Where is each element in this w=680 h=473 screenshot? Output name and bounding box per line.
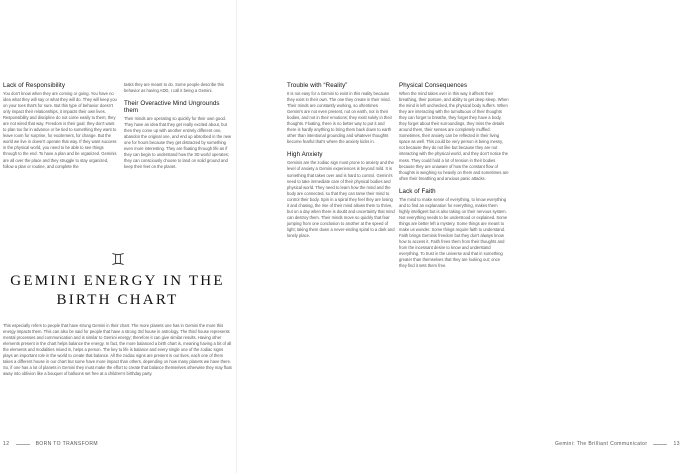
footer-divider (653, 444, 667, 445)
left-column-2 (124, 82, 232, 177)
section-trouble-with-reality (287, 82, 395, 145)
page-number: 12 (3, 441, 10, 447)
continued-paragraph: tasks they are meant to do. Some people describe this behavior as having ADD, I call it being a Gemini. (124, 82, 224, 94)
right-column-2 (399, 82, 509, 275)
section-body: You don't know when they are coming or going. You have no idea what they will say or what they will do. They will keep you on your toes that's for sure. But this type of behavior doesn't only impact their relationships, it impacts their own lives. Responsibility and discipline do not come easily to them; they are not wired that way. Freedom is their goal; they don't want to plan too far in advance or be tied to something they want to leave room for surprise, for excitement, for change. But the world we live in doesn't operate that way. If they want success in the physical world, you need to be able to see things through to the end. To have a plan and be organized. Geminis are all over the place and they struggle to stay organized, follow a plan or routine, and complete the (3, 91, 117, 169)
chapter-heading-block (3, 251, 232, 310)
section-heading: Lack of Responsibility (3, 82, 66, 89)
chapter-title: GEMINI ENERGY IN THE BIRTH CHART (10, 273, 225, 308)
footer-divider (16, 444, 30, 445)
section-high-anxiety (287, 151, 395, 239)
gemini-glyph-icon (3, 251, 232, 267)
section-overactive-mind (124, 100, 232, 170)
section-heading: Physical Consequences (399, 82, 468, 89)
page-number: 13 (673, 441, 680, 447)
section-lack-of-faith (399, 188, 509, 270)
section-heading: High Anxiety (287, 151, 323, 159)
section-body: When the mind takes over in this way it affects their breathing, their posture, and ability to get deep sleep. When the mind is left unchecked, the physical body suffers. When they are interacting with the tumultuous of their thoughts they can forget to breathe, they forget they have a body, they forget about their surroundings, they miss the details around them, their senses are completely muffled. Sometimes, their anxiety can be reflected in their living space as well. This could be very person is being messy, not because they do not like but because they are not interacting with the physical world, and they don't notice the mess. They could hold a lot of tension in their bodies because they are unaware of how the constant flow of thoughts is weighing so heavily on them and sometimes are often their breathing and anxious panic attacks. (399, 91, 509, 181)
right-page-footer (555, 441, 680, 447)
running-title: BORN TO TRANSFORM (35, 441, 98, 447)
chapter-body (3, 323, 232, 377)
section-lack-of-responsibility (3, 82, 118, 170)
section-heading: Trouble with “Reality” (287, 82, 348, 89)
section-body: Their minds are operating so quickly for their own good. They have an idea that they get really excited about, but then they come up with another entirely different one, abandon the original one, and end up absorbed in the new one for hours because they get distracted by something even more interesting. They are floating through life as if they can begin to understand how the 3D world operates; they can consciously choose to land on solid ground and keep their feet on the planet. (124, 116, 232, 170)
section-body: The mind to make sense of everything, to know everything and to find an explanation for everything, makes them highly intelligent but is also taking on their nervous system. Not everything needs to be understood or explained. Some things are better left a mystery. Some things are meant to make us wonder. Some things require faith to understand. Faith brings Geminis freedom but they don't always know how to access it. Faith frees them from their thoughts and from the incessant desire to know and understand everything. To trust in the universe and that in something greater than themselves that they are looking out; once they find it sets them free. (399, 196, 508, 269)
section-physical-consequences (399, 82, 509, 182)
chapter-paragraph: This especially refers to people that have strong Gemini in their chart. The more planets one has in Gemini the more this energy impacts them. This can also be said for people that have a strong 3rd house in astrology. The third house represents mental processes and communication and is similar to Gemini energy; therefore it can give similar results. Having other elements present in the chart helps balance the energy. In fact, the more balanced a birth chart is, meaning having a bit of all the elements and modalities mixed in, helps a person. The key to life is balance and every single one of the zodiac signs plays an important role in the world to create that balance. All the zodiac signs are present in our lives, each one of them takes a different house in our chart but some have more impact than others, depending on how many planets we have there. So, if one has a lot of planets in Gemini they must make the effort to create that balance themselves otherwise they may float away into oblivion like a bouquet of balloons set free at a children's birthday party. (3, 323, 232, 377)
section-body: It is not easy for a Gemini to exist in this reality because they exist in their own. The one they create in their mind. Their minds are constantly working, so oftentimes Gemini's are not even present, not on earth, not in their bodies, and not in their emotions; they exist solely in their thoughts. Floating, there is no better way to put it and there is hardly anything to bring them back down to earth other than intentional grounding and whatever thoughts become fearful that's where the anxiety kicks in. (287, 91, 392, 145)
section-body: Geminis are the zodiac sign most prone to anxiety and the level of anxiety a Gemini experiences is beyond mild. It is something that takes over and is hard to control. Gemini's need to take immediate care of their physical bodies and physical world. They need to learn how the mind and the body are connected, so that they can tame their mind to control their body. Spin in a spiral they feel they are losing it and chasing, the rise of their mind allows them to thrive, but on a day when there is doubt and uncertainty that mind can destroy them. Their minds move so quickly that fear jumping from one conclusion to another at the speed of light; taking them down a never-ending spiral to a dark and lonely place. (287, 160, 395, 238)
right-column-1 (287, 82, 395, 245)
left-page-footer (3, 441, 98, 447)
section-heading: Their Overactive Mind Ungrounds them (124, 100, 220, 115)
gemini-symbol-icon (110, 251, 126, 267)
section-heading: Lack of Faith (399, 187, 436, 195)
left-column-1 (3, 82, 118, 176)
left-page (0, 0, 236, 473)
running-title: Gemini: The Brilliant Communicator (555, 441, 648, 447)
right-page (237, 0, 680, 473)
